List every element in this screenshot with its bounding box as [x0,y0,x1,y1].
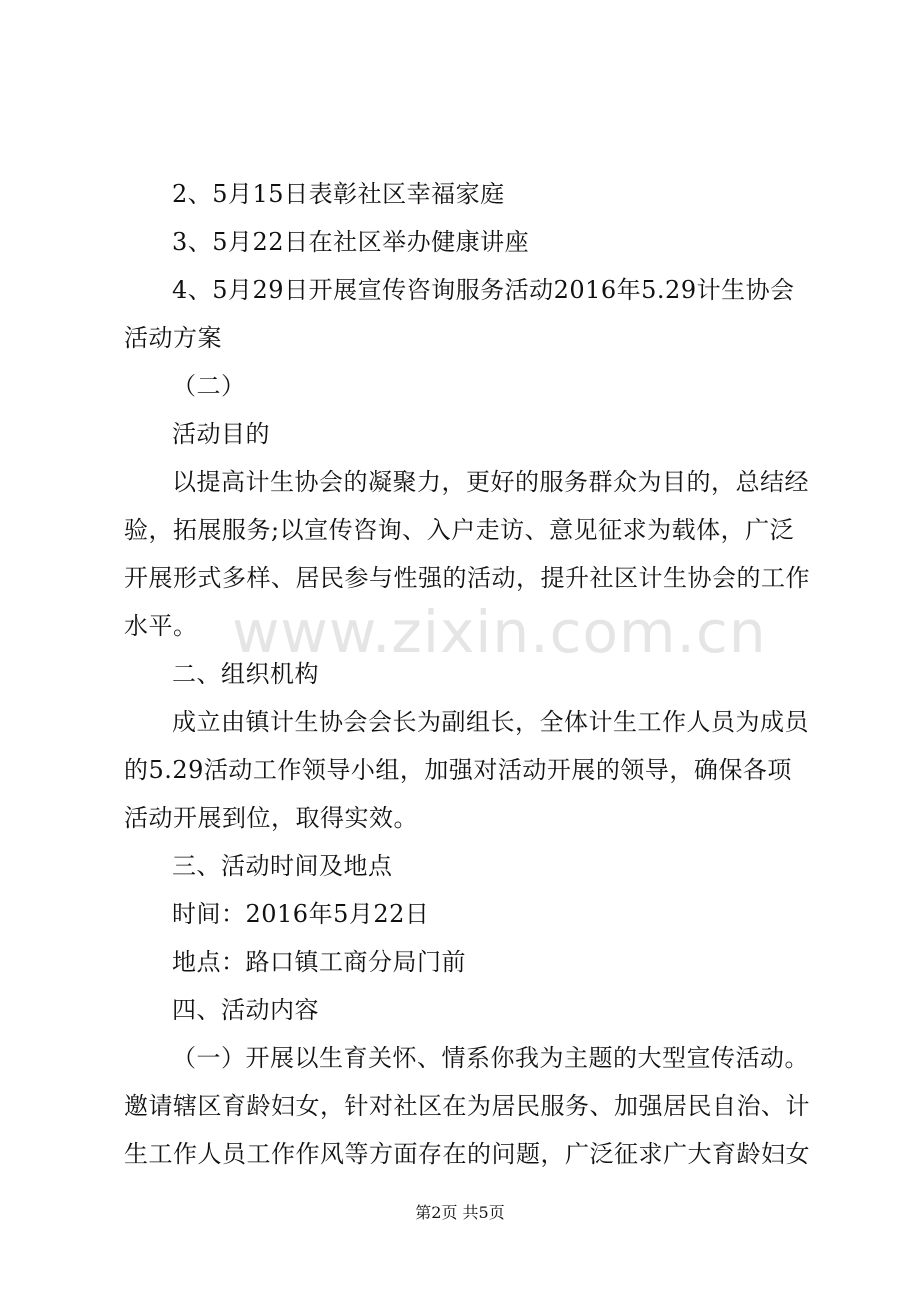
body-paragraph: 地点：路口镇工商分局门前 [172,948,466,976]
watermark: www.zixin.com.cn [232,598,767,666]
body-paragraph: 以提高计生协会的凝聚力，更好的服务群众为目的，总结经验，拓展服务;以宣传咨询、入户走访、意见征求为载体，广泛开展形式多样、居民参与性强的活动，提升社区计生协会的工作水平。 [124,468,810,640]
body-paragraph: （一）开展以生育关怀、情系你我为主题的大型宣传活动。邀请辖区育龄妇女，针对社区在为居民服务、加强居民自治、计生工作人员工作作风等方面存在的问题，广泛征求广大育龄妇女 [124,1044,810,1168]
document-body [124,170,814,1178]
list-item: 3、5月22日在社区举办健康讲座 [172,228,530,256]
list-item: 4、5月29日开展宣传咨询服务活动2016年5.29计生协会活动方案 [124,276,795,352]
list-item: 2、5月15日表彰社区幸福家庭 [172,180,505,208]
body-paragraph: 时间：2016年5月22日 [172,900,430,928]
section-heading: 四、活动内容 [172,996,319,1024]
section-heading: 活动目的 [172,420,270,448]
page-footer: 第2页 共5页 [415,1203,505,1222]
section-heading: 二、组织机构 [172,660,319,688]
section-heading: （二） [172,372,246,400]
body-paragraph: 成立由镇计生协会会长为副组长，全体计生工作人员为成员的5.29活动工作领导小组，加强对活动开展的领导，确保各项活动开展到位，取得实效。 [124,708,809,832]
section-heading: 三、活动时间及地点 [172,852,393,880]
